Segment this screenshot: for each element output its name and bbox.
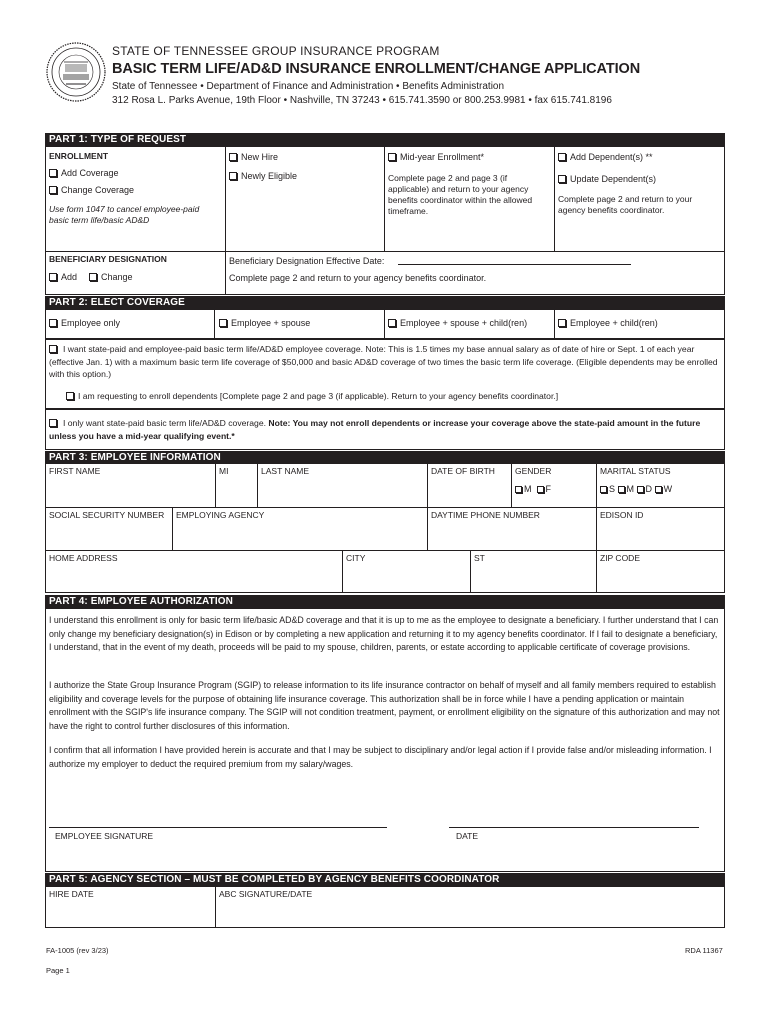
city-field[interactable]: CITY (346, 553, 366, 563)
authorization-paragraph-3: I confirm that all information I have provided herein is accurate and that I may be subject to disciplinary and/or legal action if I provide false and/or misleading information. I authorize my employer to deduct the required premium from my salary/wages. (49, 745, 712, 769)
employee-spouse-children-label: Employee + spouse + child(ren) (400, 318, 528, 328)
new-hire-label: New Hire (241, 152, 279, 162)
employee-children-checkbox[interactable] (558, 319, 566, 327)
marital-m-checkbox[interactable] (618, 486, 625, 493)
divider (45, 550, 725, 551)
part2-header: PART 2: ELECT COVERAGE (45, 296, 725, 309)
date-label: DATE (456, 831, 479, 841)
ben-change-checkbox[interactable] (89, 273, 97, 281)
hire-date-field[interactable]: HIRE DATE (49, 889, 94, 899)
newly-eligible-checkbox[interactable] (229, 172, 237, 180)
marital-w-label: W (663, 484, 673, 494)
employee-only-option[interactable] (49, 318, 120, 329)
authorization-paragraph-1: I understand this enrollment is only for basic term life/basic AD&D coverage and that it is up to me as the employee to designate a beneficiary. I further understand that I can only change my beneficiary designation(s) in Edison or by completing a new application and returning it to my agency benefits coordinator. If I fail to designate a beneficiary, I understand, that in the event of my death, proceeds will be paid to my spouse, children, parents, or estate according to applicable certificate of coverage provisions. (49, 615, 719, 652)
authorization-paragraph-2: I authorize the State Group Insurance Program (SGIP) to release information to its life insurance contractor on behalf of myself and all family members required to establish eligibility and coverage levels for the purpose of obtaining life insurance coverage. This authorization shall be in force while I have a pending application or maintain enrollment with the SGIP's life insurance company. The SGIP will not condition treatment, payment, or enrollment eligibility on the signature of this authorization and may not have the right to control further disclosures of this information. (49, 680, 720, 731)
dependents-note: Complete page 2 and return to your agency benefits coordinator. (558, 194, 693, 215)
midyear-checkbox[interactable] (388, 153, 396, 161)
new-hire-checkbox[interactable] (229, 153, 237, 161)
employee-children-option[interactable] (558, 318, 658, 329)
employee-spouse-children-option[interactable] (388, 318, 527, 329)
ben-effective-label: Beneficiary Designation Effective Date: (229, 256, 385, 266)
update-dependents-option[interactable] (558, 174, 656, 185)
update-dependents-label: Update Dependent(s) (570, 174, 657, 184)
page-number: Page 1 (46, 966, 70, 975)
rda-number: RDA 11367 (685, 946, 723, 955)
part3-header: PART 3: EMPLOYEE INFORMATION (45, 451, 725, 464)
employee-spouse-children-checkbox[interactable] (388, 319, 396, 327)
marital-options (600, 484, 672, 494)
part3-box (45, 463, 725, 593)
divider (470, 550, 471, 593)
phone-field[interactable]: DAYTIME PHONE NUMBER (431, 510, 540, 520)
address-line: 312 Rosa L. Parks Avenue, 19th Floor • Nashville, TN 37243 • 615.741.3590 or 800.253.9981 • fax 615.741.8196 (112, 95, 612, 106)
employee-only-checkbox[interactable] (49, 319, 57, 327)
state-only-text-b: Note: You may not enroll dependents or increase your coverage above the state-paid amount in the future unless you have a mid-year qualifying event.* (49, 418, 701, 441)
enroll-dependents-option[interactable] (66, 391, 558, 402)
ben-change-label: Change (101, 272, 133, 282)
divider (384, 146, 385, 251)
employee-only-label: Employee only (61, 318, 121, 328)
add-coverage-label: Add Coverage (61, 168, 119, 178)
divider (45, 507, 725, 508)
change-coverage-option[interactable] (49, 185, 134, 196)
divider (342, 550, 343, 593)
ben-change-option[interactable] (89, 272, 133, 283)
marital-d-checkbox[interactable] (637, 486, 644, 493)
ben-effective-date-line[interactable] (398, 264, 631, 265)
marital-label: MARITAL STATUS (600, 466, 671, 476)
divider (225, 146, 226, 295)
employee-signature-label: EMPLOYEE SIGNATURE (55, 831, 154, 841)
dob-field[interactable]: DATE OF BIRTH (431, 466, 495, 476)
midyear-note: Complete page 2 and page 3 (if applicable) and return to your agency benefits coordinator within the allowed timeframe. (388, 173, 533, 216)
divider (554, 309, 555, 339)
ssn-field[interactable]: SOCIAL SECURITY NUMBER (49, 510, 165, 520)
add-coverage-checkbox[interactable] (49, 169, 57, 177)
gender-f-checkbox[interactable] (537, 486, 544, 493)
part5-box (45, 886, 725, 928)
change-coverage-checkbox[interactable] (49, 186, 57, 194)
ben-add-checkbox[interactable] (49, 273, 57, 281)
enroll-dependents-checkbox[interactable] (66, 392, 74, 400)
add-dependents-option[interactable] (558, 152, 653, 163)
state-only-text-a: I only want state-paid basic term life/AD&D coverage. (63, 418, 266, 428)
employee-children-label: Employee + child(ren) (570, 318, 658, 328)
gender-label: GENDER (515, 466, 552, 476)
state-seal (46, 42, 106, 102)
divider (427, 507, 428, 550)
program-name: STATE OF TENNESSEE GROUP INSURANCE PROGRAM (112, 44, 440, 58)
marital-d-label: D (645, 484, 653, 494)
abc-signature-field[interactable]: ABC SIGNATURE/DATE (219, 889, 313, 899)
home-address-field[interactable]: HOME ADDRESS (49, 553, 118, 563)
agency-field[interactable]: EMPLOYING AGENCY (176, 510, 265, 520)
form-number: FA-1005 (rev 3/23) (46, 946, 109, 955)
update-dependents-checkbox[interactable] (558, 175, 566, 183)
date-line[interactable] (449, 827, 699, 828)
part4-header: PART 4: EMPLOYEE AUTHORIZATION (45, 595, 725, 608)
part5-header: PART 5: AGENCY SECTION – MUST BE COMPLETED BY AGENCY BENEFITS COORDINATOR (45, 873, 725, 886)
marital-m-label: M (626, 484, 635, 494)
ben-note: Complete page 2 and return to your agency benefits coordinator. (229, 273, 487, 283)
divider (554, 146, 555, 251)
add-coverage-option[interactable] (49, 168, 119, 179)
divider (596, 550, 597, 593)
divider (511, 463, 512, 507)
divider (215, 463, 216, 507)
gender-m-label: M (524, 484, 532, 494)
state-field[interactable]: ST (474, 553, 485, 563)
gender-options (515, 484, 551, 494)
add-dependents-label: Add Dependent(s) ** (570, 152, 653, 162)
ben-add-label: Add (61, 272, 78, 282)
gender-f-label: F (545, 484, 552, 494)
state-only-text (49, 417, 721, 442)
midyear-label: Mid-year Enrollment* (400, 152, 485, 162)
divider (214, 309, 215, 339)
employee-spouse-label: Employee + spouse (231, 318, 311, 328)
department-line: State of Tennessee • Department of Finance and Administration • Benefits Administration (112, 81, 505, 92)
midyear-option[interactable] (388, 152, 484, 163)
enroll-dependents-label: I am requesting to enroll dependents [Complete page 2 and page 3 (if applicable). Return to your agency benefits coordinator.] (78, 391, 559, 401)
mi-field[interactable]: MI (219, 466, 229, 476)
gender-m-checkbox[interactable] (515, 486, 522, 493)
marital-s-checkbox[interactable] (600, 486, 607, 493)
want-both-text: I want state-paid and employee-paid basic term life/AD&D employee coverage. Note: This is 1.5 times my base annual salary as of date of hire or Sept. 1 of each year (effective Jan. 1) with a maximum basic term life coverage of $50,000 and basic AD&D coverage of two times the basic term life coverage. (Eligible dependents may be enrolled with this option.) (49, 344, 718, 379)
enrollment-label: ENROLLMENT (49, 151, 109, 161)
form-title: BASIC TERM LIFE/AD&D INSURANCE ENROLLMENT/CHANGE APPLICATION (112, 61, 641, 77)
divider (45, 251, 725, 252)
first-name-field[interactable]: FIRST NAME (49, 466, 101, 476)
employee-spouse-checkbox[interactable] (219, 319, 227, 327)
add-dependents-checkbox[interactable] (558, 153, 566, 161)
divider (384, 309, 385, 339)
ben-add-option[interactable] (49, 272, 77, 283)
divider (427, 463, 428, 507)
cancel-note: Use form 1047 to cancel employee-paid basic term life/basic AD&D (49, 204, 200, 225)
last-name-field[interactable]: LAST NAME (261, 466, 310, 476)
marital-s-label: S (609, 484, 616, 494)
employee-spouse-option[interactable] (219, 318, 310, 329)
divider (172, 507, 173, 550)
zip-field[interactable]: ZIP CODE (600, 553, 640, 563)
new-hire-option[interactable] (229, 152, 278, 163)
newly-eligible-label: Newly Eligible (241, 171, 298, 181)
part1-header: PART 1: TYPE OF REQUEST (45, 133, 725, 146)
divider (596, 507, 597, 550)
divider (215, 886, 216, 928)
marital-w-checkbox[interactable] (655, 486, 662, 493)
newly-eligible-option[interactable] (229, 171, 297, 182)
edison-id-field[interactable]: EDISON ID (600, 510, 644, 520)
change-coverage-label: Change Coverage (61, 185, 135, 195)
divider (257, 463, 258, 507)
signature-line[interactable] (49, 827, 387, 828)
beneficiary-label: BENEFICIARY DESIGNATION (49, 254, 167, 264)
divider (596, 463, 597, 507)
